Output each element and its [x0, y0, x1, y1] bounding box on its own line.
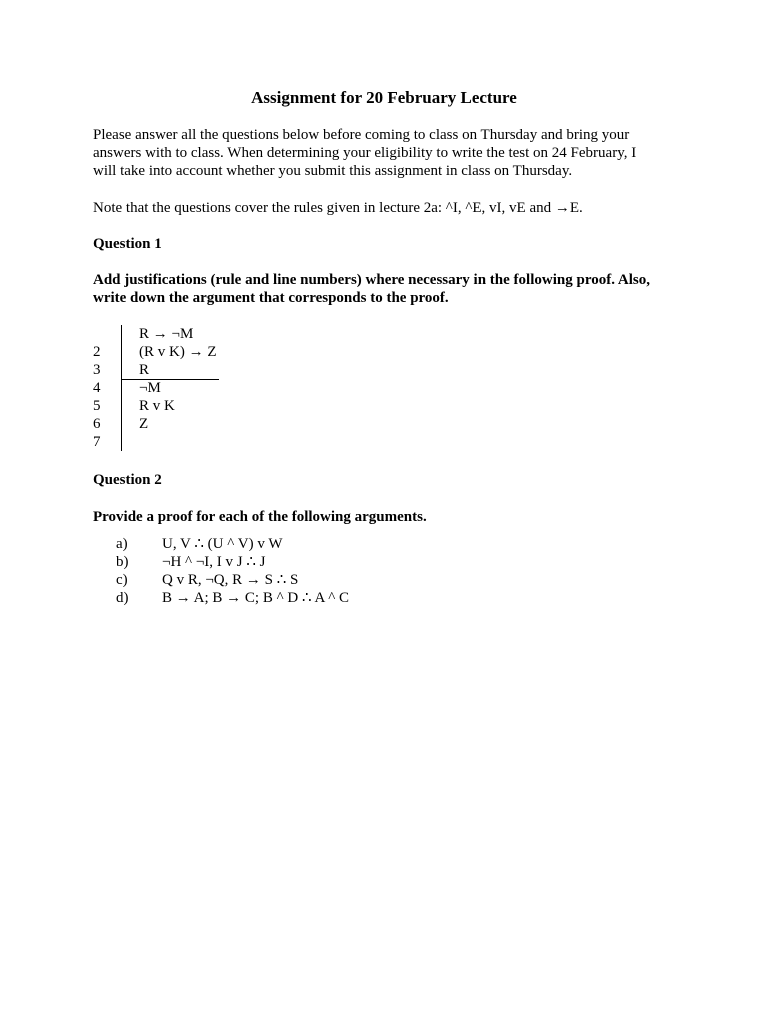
question-1-instruction-line-2: write down the argument that corresponds to the proof. [93, 290, 449, 306]
proof-line-number: 3 [93, 362, 101, 378]
proof-line [93, 379, 293, 397]
question-2-instruction: Provide a proof for each of the following arguments. [93, 509, 427, 525]
argument-text: Q v R, ¬Q, R → S ∴ S [162, 572, 299, 588]
argument-label: b) [116, 554, 129, 570]
question-1-instruction-line-1: Add justifications (rule and line numbers) where necessary in the following proof. Also, [93, 272, 650, 288]
intro-paragraph [93, 126, 683, 180]
note-paragraph: Note that the questions cover the rules given in lecture 2a: ^I, ^E, vI, vE and →E. [93, 200, 583, 216]
list-item [116, 535, 416, 553]
proof-line-number: 6 [93, 416, 101, 432]
proof-line-number: 4 [93, 380, 101, 396]
proof-formula: R [139, 362, 150, 378]
proof-line [93, 343, 293, 361]
question-2-heading: Question 2 [93, 472, 162, 488]
proof-line [93, 361, 293, 379]
argument-text: U, V ∴ (U ^ V) v W [162, 536, 283, 552]
argument-text: ¬H ^ ¬I, I v J ∴ J [162, 554, 266, 570]
proof-formula: R v K [139, 398, 175, 414]
question-1-instruction [93, 271, 683, 307]
proof-line [93, 415, 293, 433]
list-item [116, 553, 416, 571]
list-item [116, 589, 416, 607]
proof-line-number: 7 [93, 434, 101, 450]
argument-label: a) [116, 536, 128, 552]
question-1-heading: Question 1 [93, 236, 162, 252]
intro-line-3: will take into account whether you submit this assignment in class on Thursday. [93, 163, 573, 179]
proof-line [93, 325, 293, 343]
page-title: Assignment for 20 February Lecture [251, 88, 517, 107]
list-item [116, 571, 416, 589]
proof-line [93, 397, 293, 415]
proof-formula: R → ¬M [139, 326, 194, 342]
proof-line-number: 5 [93, 398, 101, 414]
fitch-proof [93, 325, 293, 453]
intro-line-2: answers with to class. When determining your eligibility to write the test on 24 February, I [93, 145, 637, 161]
argument-label: d) [116, 590, 129, 606]
proof-formula: ¬M [139, 380, 161, 396]
proof-formula: Z [139, 416, 149, 432]
argument-label: c) [116, 572, 128, 588]
intro-line-1: Please answer all the questions below before coming to class on Thursday and bring your [93, 127, 630, 143]
argument-text: B → A; B → C; B ^ D ∴ A ^ C [162, 590, 349, 606]
proof-formula: (R v K) → Z [139, 344, 217, 360]
proof-line [93, 433, 293, 451]
proof-line-number: 2 [93, 344, 101, 360]
argument-list [116, 535, 416, 607]
